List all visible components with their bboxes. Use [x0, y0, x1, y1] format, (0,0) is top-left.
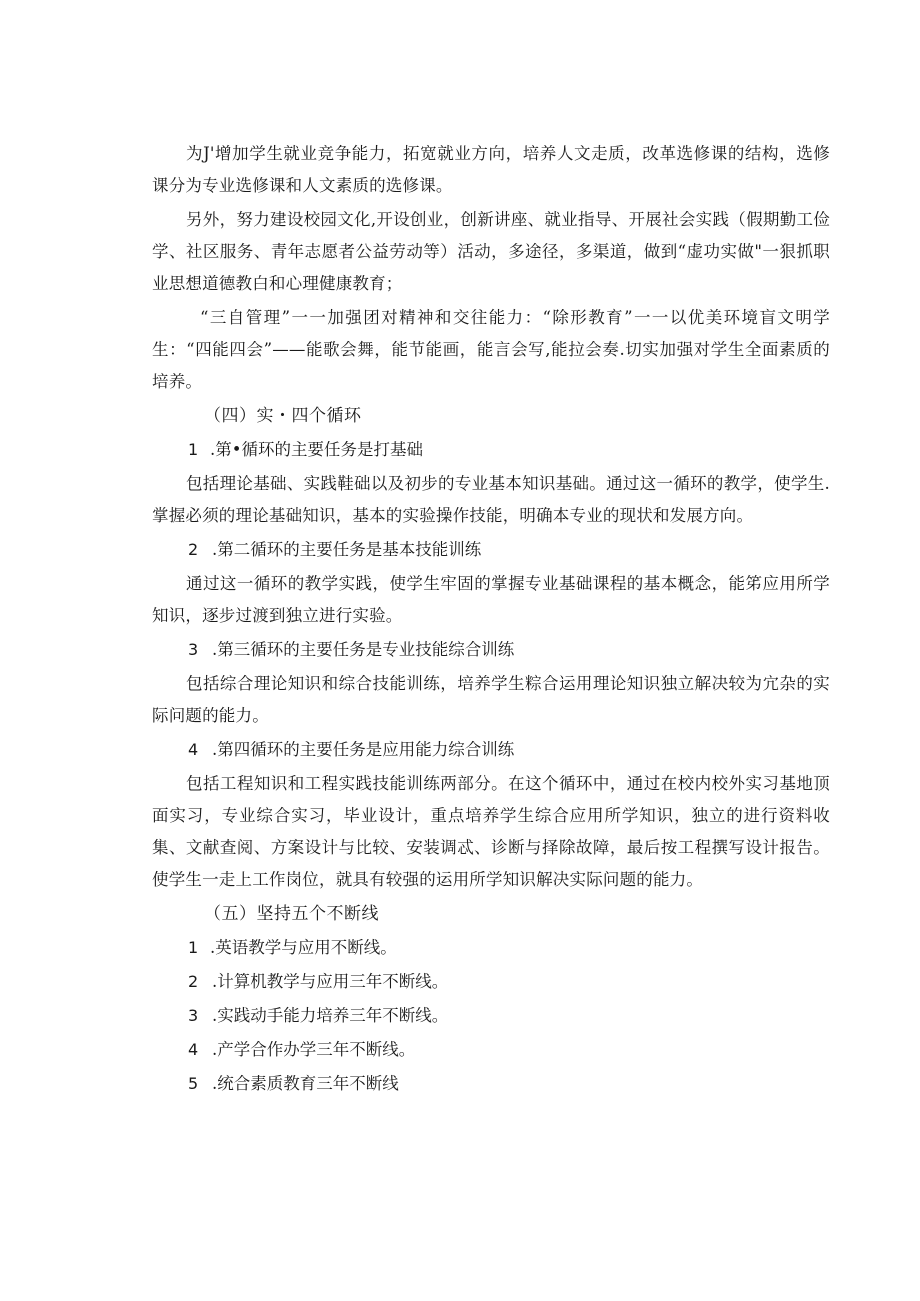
list-item-text: .第四循环的主要任务是应用能力综合训练 [212, 740, 515, 759]
cycle-3-body: 包括综合理论知识和综合技能训练，培养学生粽合运用理论知识独立解决较为宂杂的实际问题的能力。 [152, 674, 830, 725]
continuous-line-1 [152, 932, 830, 964]
continuous-line-5 [152, 1068, 830, 1100]
cycle-4-body: 包括工程知识和工程实践技能训练两部分。在这个循环中，通过在校内校外实习基地顶面实习，专业综合实习，毕业设计，重点培养学生综合应用所学知识，独立的进行资料收集、文献查阅、方案设计与比较、安装调忒、诊断与择除故障，最后按工程撰写设计报告。使学生一走上工作岗位，就具有较强的运用所学知识解决实际问题的能力。 [152, 774, 830, 889]
list-item-text: .第•循环的主要任务是打基础 [210, 440, 423, 459]
continuous-line-3 [152, 1000, 830, 1032]
cycle-1-body: 包括理论基础、实践鞋础以及初步的专业基本知识基础。通过这一循环的教学，使学生.掌握必须的理论基础知识，基本的实验操作技能，明确本专业的现状和发展方向。 [152, 474, 830, 525]
list-number: 4 [188, 740, 199, 759]
list-number: 1 [188, 440, 199, 459]
document-page [152, 138, 830, 1102]
list-item-text: .第三循环的主要任务是专业技能综合训练 [212, 640, 515, 659]
cycle-4-title [152, 734, 830, 766]
list-number: 3 [188, 1006, 199, 1025]
list-number: 2 [188, 540, 199, 559]
list-item-text: .英语教学与应用不断线。 [210, 938, 397, 957]
list-item-text: .计算机教学与应用三年不断线。 [212, 972, 449, 991]
continuous-line-4 [152, 1034, 830, 1066]
list-item-text: .实践动手能力培养三年不断线。 [212, 1006, 449, 1025]
cycle-1-title [152, 434, 830, 466]
section-heading-five-continuous-lines: （五）坚持五个不断线 [204, 904, 379, 924]
paragraph-campus-culture: 另外，努力建设校园文化,开设创业，创新讲座、就业指导、开展社会实践（假期勤工俭学、社区服务、青年志愿者公益劳动等）活动，多途径，多渠道，做到“虚功实做"一狠抓职业思想道德教白和心理健康教育； [152, 210, 830, 293]
list-number: 2 [188, 972, 199, 991]
list-number: 1 [188, 938, 199, 957]
paragraph-self-management: “三自管理”一一加强团对精神和交往能力：“除形教育”一一以优美环境盲文明学生：“四能四会”——能歌会舞，能节能画，能言会写,能拉会奏.切实加强对学生全面素质的培养。 [152, 308, 830, 391]
list-number: 4 [188, 1040, 199, 1059]
continuous-line-2 [152, 966, 830, 998]
list-item-text: .产学合作办学三年不断线。 [212, 1040, 416, 1059]
list-item-text: .第二循环的主要任务是基本技能训练 [212, 540, 482, 559]
paragraph-elective-courses: 为J'增加学生就业竞争能力，拓宽就业方向，培养人文走质，改革选修课的结构，选修课分为专业选修课和人文素质的选修课。 [152, 144, 830, 195]
cycle-2-title [152, 534, 830, 566]
list-item-text: .统合素质教育三年不断线 [212, 1074, 399, 1093]
cycle-3-title [152, 634, 830, 666]
section-heading-four-cycles: （四）实・四个循环 [204, 406, 362, 426]
list-number: 3 [188, 640, 199, 659]
cycle-2-body: 通过这一循环的教学实践，使学生牢固的掌握专业基础课程的基本概念，能笫应用所学知识，逐步过渡到独立进行实验。 [152, 574, 830, 625]
list-number: 5 [188, 1074, 199, 1093]
